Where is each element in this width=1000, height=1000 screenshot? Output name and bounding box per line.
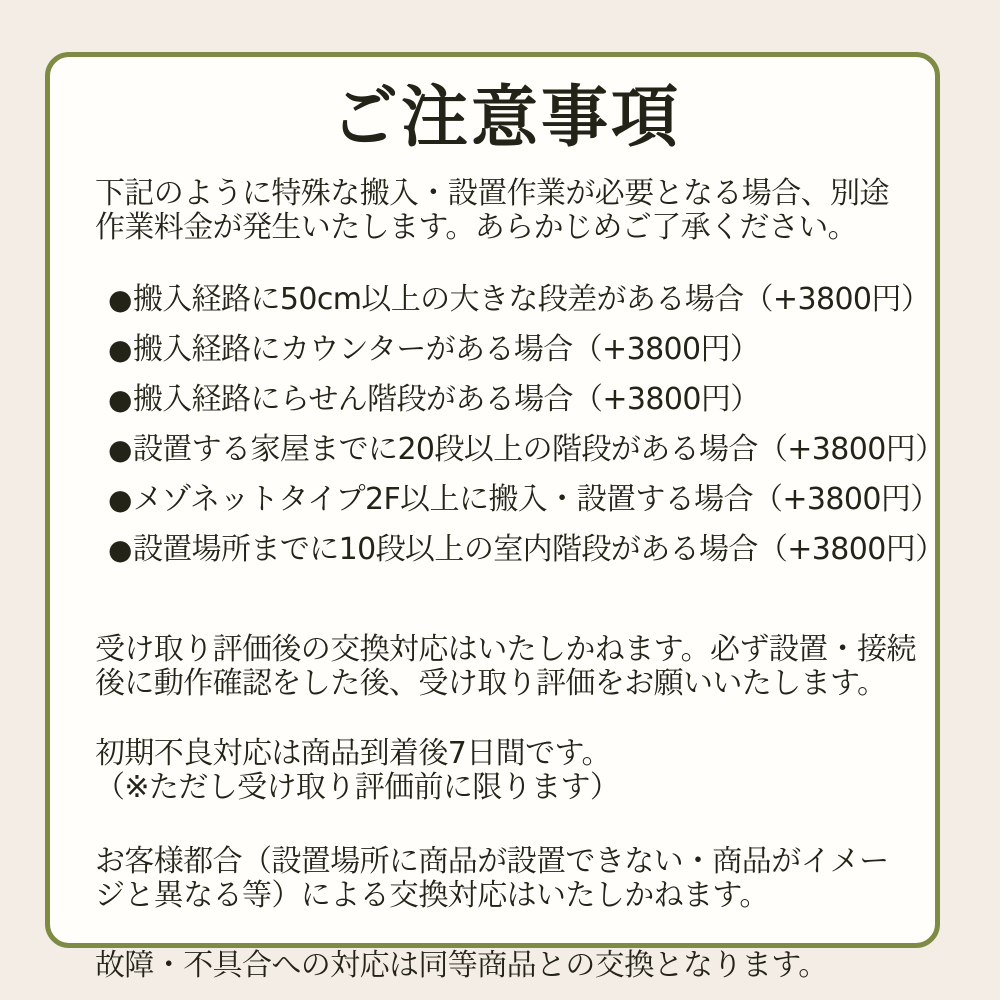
list-item-label: 搬入経路にらせん階段がある場合（+3800円） (132, 381, 760, 417)
list-item (108, 275, 931, 325)
list-item-label: 設置する家屋までに20段以上の階段がある場合（+3800円） (132, 431, 945, 467)
notice-intro-text: 下記のように特殊な搬入・設置作業が必要となる場合、別途作業料金が発生いたします。あらかじめご了承ください。 (95, 175, 889, 245)
evaluation-policy-text: 受け取り評価後の交換対応はいたしかねます。必ず設置・接続後に動作確認をした後、受け取り評価をお願いいたします。 (95, 631, 916, 701)
customer-reason-policy-text: お客様都合（設置場所に商品が設置できない・商品がイメージと異なる等）による交換対応はいたしかねます。 (95, 843, 889, 913)
list-item (108, 525, 945, 575)
list-item-label: メゾネットタイプ2F以上に搬入・設置する場合（+3800円） (132, 481, 940, 517)
bullet-icon: ● (108, 332, 132, 366)
bullet-icon: ● (108, 432, 132, 466)
bullet-icon: ● (108, 282, 132, 316)
list-item (108, 475, 940, 525)
list-item (108, 375, 917, 425)
list-item (108, 425, 945, 475)
bullet-icon: ● (108, 532, 132, 566)
bullet-icon: ● (108, 482, 132, 516)
bullet-icon: ● (108, 382, 132, 416)
initial-defect-policy (95, 737, 917, 805)
malfunction-policy-text: 故障・不具合への対応は同等商品との交換となります。 (95, 947, 828, 983)
list-item-label: 設置場所までに10段以上の室内階段がある場合（+3800円） (132, 531, 945, 567)
notice-card (45, 52, 945, 983)
fee-condition-list (108, 275, 945, 575)
notice-title: ご注意事項 (331, 78, 681, 156)
list-item (108, 325, 917, 375)
list-item-label: 搬入経路に50cm以上の大きな段差がある場合（+3800円） (132, 281, 931, 317)
list-item-label: 搬入経路にカウンターがある場合（+3800円） (132, 331, 760, 367)
initial-defect-text: 初期不良対応は商品到着後7日間です。 (95, 735, 611, 771)
initial-defect-note: （※ただし受け取り評価前に限ります） (95, 769, 620, 805)
